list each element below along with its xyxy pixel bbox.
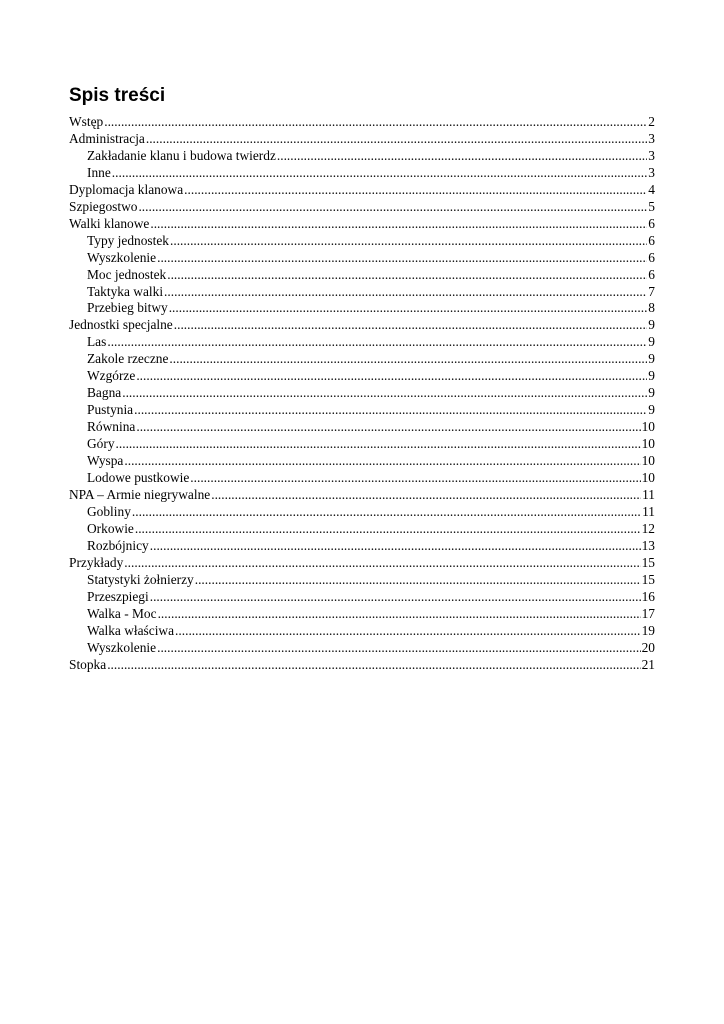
toc-entry-page-number: 16 [641,588,655,604]
toc-entry[interactable] [69,199,655,216]
toc-entry[interactable] [69,131,655,148]
toc-entry-page-number: 10 [641,453,655,469]
toc-dot-leader [136,368,647,385]
toc-dot-leader [112,165,648,182]
toc-entry-page-number: 11 [642,486,655,502]
toc-dot-leader [122,385,647,402]
toc-entry-page-number: 6 [648,249,655,265]
toc-entry[interactable] [69,300,655,317]
toc-entry-page-number: 9 [648,351,655,367]
toc-entry-label: Wzgórze [87,368,136,384]
toc-dot-leader [175,623,641,640]
toc-entry-label: Szpiegostwo [69,198,138,214]
toc-entry-label: Wyspa [87,453,124,469]
toc-entry-page-number: 15 [641,571,655,587]
toc-entry-label: Wyszkolenie [87,639,157,655]
toc-dot-leader [190,470,640,487]
toc-entry-page-number: 6 [648,232,655,248]
toc-entry[interactable] [69,284,655,301]
toc-entry-page-number: 13 [641,537,655,553]
toc-dot-leader [170,233,647,250]
toc-entry[interactable] [69,216,655,233]
toc-entry-page-number: 15 [641,554,655,570]
toc-entry[interactable] [69,436,655,453]
toc-entry[interactable] [69,165,655,182]
toc-entry-label: Zakole rzeczne [87,351,169,367]
toc-entry-label: Walka właściwa [87,622,175,638]
toc-entry-label: Przeszpiegi [87,588,149,604]
toc-entry-label: Wstęp [69,114,104,129]
toc-entry[interactable] [69,402,655,419]
toc-entry-page-number: 7 [648,283,655,299]
toc-entry-page-number: 10 [641,436,655,452]
toc-entry[interactable] [69,555,655,572]
toc-entry-label: Zakładanie klanu i budowa twierdz [87,147,276,163]
toc-dot-leader [135,521,641,538]
toc-entry[interactable] [69,640,655,657]
toc-dot-leader [211,487,641,504]
toc-entry-label: Inne [87,164,111,180]
toc-entry-page-number: 3 [648,147,655,163]
toc-dot-leader [132,504,641,521]
toc-entry-label: Przebieg bitwy [87,300,168,316]
toc-entry-page-number: 6 [648,215,655,231]
toc-dot-leader [124,555,640,572]
toc-dot-leader [116,436,641,453]
toc-dot-leader [169,351,647,368]
toc-entry-label: Góry [87,436,115,452]
toc-entry-page-number: 11 [642,503,655,519]
toc-dot-leader [134,402,647,419]
toc-entry[interactable] [69,317,655,334]
toc-dot-leader [195,572,641,589]
toc-list [69,114,655,673]
toc-entry[interactable] [69,250,655,267]
toc-entry-label: Przykłady [69,554,124,570]
toc-entry[interactable] [69,267,655,284]
toc-entry-label: Dyplomacja klanowa [69,181,184,197]
toc-dot-leader [150,538,641,555]
toc-entry-page-number: 10 [641,419,655,435]
toc-entry-label: Pustynia [87,402,134,418]
toc-entry-label: Wyszkolenie [87,249,157,265]
toc-title: Spis treści [69,85,166,106]
toc-entry-page-number: 10 [641,470,655,486]
toc-entry-label: Bagna [87,385,122,401]
toc-dot-leader [158,606,641,623]
toc-entry-page-number: 9 [648,402,655,418]
toc-entry-page-number: 8 [648,300,655,316]
toc-dot-leader [184,182,647,199]
toc-entry[interactable] [69,334,655,351]
toc-entry-label: Jednostki specjalne [69,317,173,333]
toc-dot-leader [107,657,640,674]
toc-entry[interactable] [69,148,655,165]
toc-entry-page-number: 2 [648,114,655,129]
toc-entry[interactable] [69,589,655,606]
toc-dot-leader [107,334,647,351]
toc-dot-leader [138,199,647,216]
toc-dot-leader [167,267,647,284]
toc-entry-page-number: 9 [648,334,655,350]
toc-entry-label: Administracja [69,130,145,146]
toc-entry-page-number: 5 [648,198,655,214]
toc-entry[interactable] [69,351,655,368]
toc-entry-label: NPA – Armie niegrywalne [69,486,211,502]
toc-entry-page-number: 6 [648,266,655,282]
toc-entry-label: Walki klanowe [69,215,150,231]
toc-entry[interactable] [69,487,655,504]
toc-entry[interactable] [69,385,655,402]
toc-entry[interactable] [69,623,655,640]
toc-dot-leader [174,317,648,334]
toc-entry-page-number: 9 [648,385,655,401]
toc-entry-label: Stopka [69,656,107,672]
toc-entry-label: Lodowe pustkowie [87,470,190,486]
toc-dot-leader [150,589,641,606]
toc-entry[interactable] [69,368,655,385]
toc-entry-page-number: 9 [648,368,655,384]
toc-entry[interactable] [69,233,655,250]
toc-entry-label: Taktyka walki [87,283,164,299]
toc-entry-page-number: 3 [648,164,655,180]
toc-dot-leader [277,148,647,165]
toc-dot-leader [157,250,647,267]
toc-entry-label: Gobliny [87,503,131,519]
toc-entry-page-number: 20 [641,639,655,655]
toc-entry[interactable] [69,114,655,131]
toc-entry-label: Las [87,334,107,350]
toc-dot-leader [157,640,641,657]
toc-dot-leader [169,300,648,317]
toc-entry-label: Równina [87,419,136,435]
toc-entry-label: Orkowie [87,520,134,536]
toc-dot-leader [136,419,640,436]
toc-entry-page-number: 17 [641,605,655,621]
toc-dot-leader [124,453,640,470]
toc-entry[interactable] [69,572,655,589]
toc-entry[interactable] [69,470,655,487]
toc-entry[interactable] [69,504,655,521]
toc-dot-leader [146,131,647,148]
toc-entry[interactable] [69,419,655,436]
toc-entry[interactable] [69,453,655,470]
toc-entry-page-number: 4 [648,181,655,197]
toc-dot-leader [164,284,647,301]
toc-entry-label: Statystyki żołnierzy [87,571,194,587]
toc-dot-leader [104,114,647,131]
toc-entry[interactable] [69,657,655,674]
toc-entry-label: Walka - Moc [87,605,157,621]
toc-dot-leader [150,216,647,233]
toc-entry-label: Typy jednostek [87,232,169,248]
toc-entry-page-number: 12 [641,520,655,536]
toc-entry-page-number: 19 [641,622,655,638]
toc-entry-page-number: 9 [648,317,655,333]
toc-entry-page-number: 21 [641,656,655,672]
toc-entry-page-number: 3 [648,130,655,146]
toc-entry-label: Moc jednostek [87,266,167,282]
toc-entry[interactable] [69,182,655,199]
toc-entry[interactable] [69,538,655,555]
toc-entry-label: Rozbójnicy [87,537,149,553]
toc-entry[interactable] [69,521,655,538]
toc-entry[interactable] [69,606,655,623]
